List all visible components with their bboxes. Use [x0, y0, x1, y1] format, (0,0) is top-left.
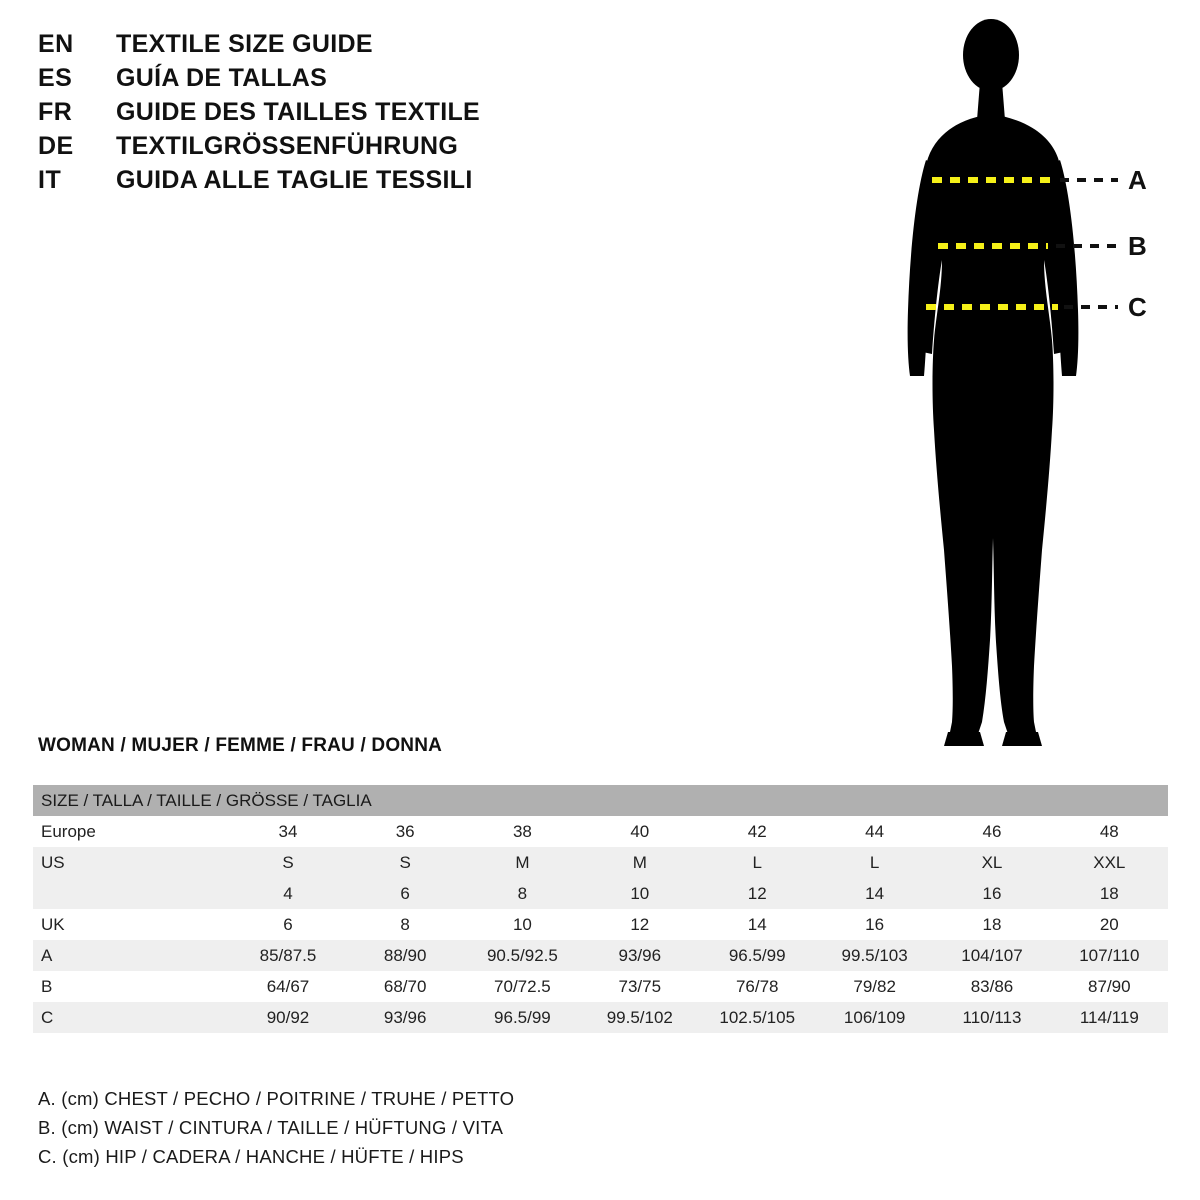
title-text-it: GUIDA ALLE TAGLIE TESSILI: [116, 166, 473, 194]
table-row: [33, 940, 1168, 971]
language-code-en: EN: [38, 30, 74, 58]
cell: 46: [933, 816, 1050, 847]
table-header-row: [33, 785, 1168, 816]
language-code-es: ES: [38, 64, 73, 92]
size-table: [33, 785, 1168, 1033]
figure-area: [860, 10, 1190, 750]
cell: M: [581, 847, 698, 878]
row-label-c: C: [33, 1002, 229, 1033]
cell: 38: [464, 816, 581, 847]
cell: 10: [581, 878, 698, 909]
cell: 90.5/92.5: [464, 940, 581, 971]
title-text-en: TEXTILE SIZE GUIDE: [116, 30, 373, 58]
title-row: [38, 166, 658, 200]
cell: 70/72.5: [464, 971, 581, 1002]
cell: 73/75: [581, 971, 698, 1002]
row-label-uk: UK: [33, 909, 229, 940]
language-code-fr: FR: [38, 98, 73, 126]
cell: 64/67: [229, 971, 346, 1002]
table-row: [33, 971, 1168, 1002]
cell: 107/110: [1051, 940, 1168, 971]
title-row: [38, 30, 658, 64]
cell: 40: [581, 816, 698, 847]
cell: 96.5/99: [464, 1002, 581, 1033]
cell: 36: [347, 816, 464, 847]
table-row: [33, 816, 1168, 847]
cell: 14: [816, 878, 933, 909]
cell: 14: [698, 909, 815, 940]
cell: 110/113: [933, 1002, 1050, 1033]
female-silhouette-icon: [860, 10, 1190, 750]
cell: 87/90: [1051, 971, 1168, 1002]
table-header-label: SIZE / TALLA / TAILLE / GRÖSSE / TAGLIA: [33, 785, 1168, 816]
cell: S: [229, 847, 346, 878]
table-row: [33, 878, 1168, 909]
legend-line-b: B. (cm) WAIST / CINTURA / TAILLE / HÜFTUNG / VITA: [38, 1117, 504, 1138]
cell: XL: [933, 847, 1050, 878]
language-code-de: DE: [38, 132, 74, 160]
measure-label-a: A: [1128, 165, 1147, 195]
cell: 99.5/102: [581, 1002, 698, 1033]
cell: 114/119: [1051, 1002, 1168, 1033]
row-label-us: US: [33, 847, 229, 878]
legend: [38, 1088, 738, 1175]
cell: 16: [816, 909, 933, 940]
row-label-us-numeric: [33, 878, 229, 909]
cell: 10: [464, 909, 581, 940]
title-text-de: TEXTILGRÖSSENFÜHRUNG: [116, 132, 459, 160]
cell: 18: [933, 909, 1050, 940]
cell: 93/96: [347, 1002, 464, 1033]
cell: 8: [464, 878, 581, 909]
cell: 96.5/99: [698, 940, 815, 971]
cell: 106/109: [816, 1002, 933, 1033]
cell: 93/96: [581, 940, 698, 971]
cell: 48: [1051, 816, 1168, 847]
cell: 4: [229, 878, 346, 909]
title-row: [38, 64, 658, 98]
title-row: [38, 98, 658, 132]
table-row: [33, 847, 1168, 878]
measure-label-b: B: [1128, 231, 1147, 261]
cell: 16: [933, 878, 1050, 909]
cell: XXL: [1051, 847, 1168, 878]
cell: 83/86: [933, 971, 1050, 1002]
measure-label-c: C: [1128, 292, 1147, 322]
cell: 102.5/105: [698, 1002, 815, 1033]
cell: 76/78: [698, 971, 815, 1002]
cell: 68/70: [347, 971, 464, 1002]
cell: 88/90: [347, 940, 464, 971]
title-text-fr: GUIDE DES TAILLES TEXTILE: [116, 98, 481, 126]
cell: 99.5/103: [816, 940, 933, 971]
cell: S: [347, 847, 464, 878]
table-row: [33, 1002, 1168, 1033]
cell: 34: [229, 816, 346, 847]
cell: L: [816, 847, 933, 878]
title-block: [38, 30, 658, 200]
legend-line-c: C. (cm) HIP / CADERA / HANCHE / HÜFTE / HIPS: [38, 1146, 464, 1167]
language-code-it: IT: [38, 166, 62, 194]
cell: 12: [698, 878, 815, 909]
legend-line-a: A. (cm) CHEST / PECHO / POITRINE / TRUHE / PETTO: [38, 1088, 515, 1109]
cell: M: [464, 847, 581, 878]
row-label-europe: Europe: [33, 816, 229, 847]
title-text-es: GUÍA DE TALLAS: [116, 64, 328, 92]
row-label-a: A: [33, 940, 229, 971]
cell: 104/107: [933, 940, 1050, 971]
title-row: [38, 132, 658, 166]
cell: 20: [1051, 909, 1168, 940]
cell: 42: [698, 816, 815, 847]
cell: 44: [816, 816, 933, 847]
table-row: [33, 909, 1168, 940]
cell: 8: [347, 909, 464, 940]
section-heading: WOMAN / MUJER / FEMME / FRAU / DONNA: [38, 735, 443, 756]
cell: 79/82: [816, 971, 933, 1002]
cell: 12: [581, 909, 698, 940]
row-label-b: B: [33, 971, 229, 1002]
cell: 85/87.5: [229, 940, 346, 971]
cell: 18: [1051, 878, 1168, 909]
cell: 6: [229, 909, 346, 940]
cell: 6: [347, 878, 464, 909]
cell: 90/92: [229, 1002, 346, 1033]
cell: L: [698, 847, 815, 878]
